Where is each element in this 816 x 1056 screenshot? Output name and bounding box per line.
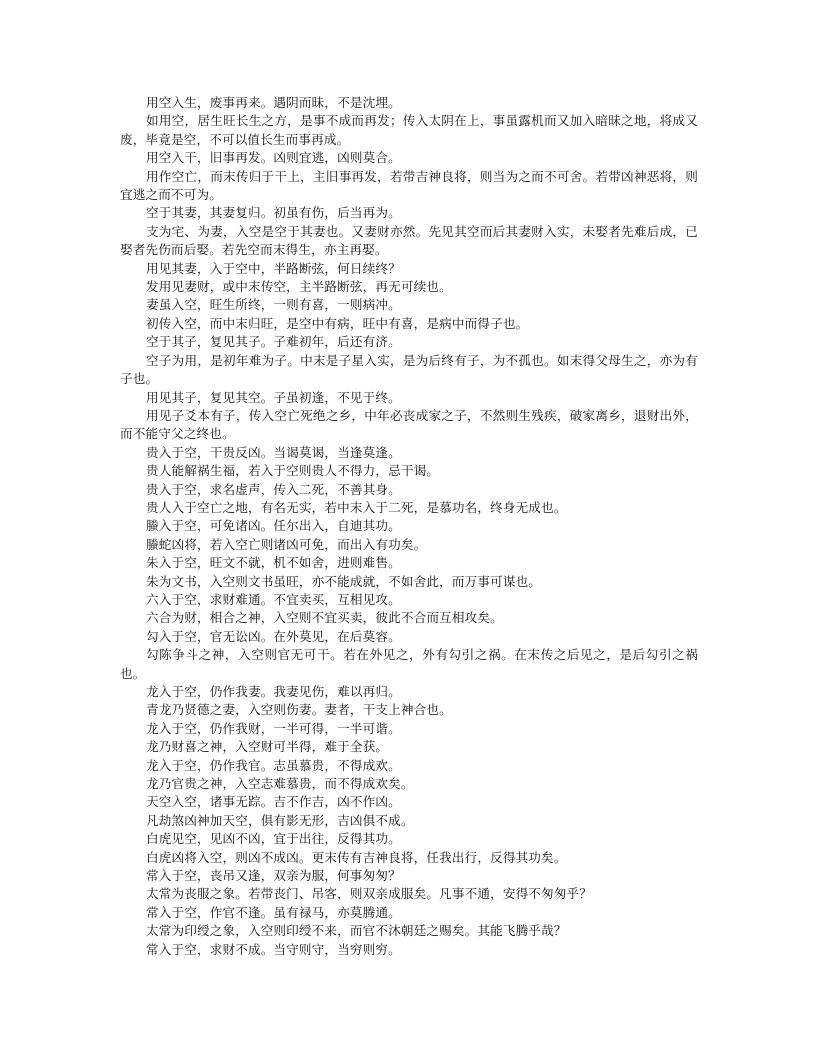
document-body: [120, 94, 698, 959]
paragraph: 青龙乃贤德之妻，入空则伤妻。妻者，干支上神合也。: [146, 702, 452, 718]
paragraph: 初传入空，而中末归旺，是空中有病，旺中有喜，是病中而得子也。: [146, 315, 529, 331]
paragraph: 发用见妻财，或中末传空，主半路断弦，再无可续也。: [146, 279, 452, 295]
paragraph: 用作空亡，而末传归于干上，主旧事再发，若带吉神良将，则当为之而不可舍。若带凶神恶将，则宜逃之而不可为。: [120, 168, 698, 203]
paragraph: 天空入空，诸事无踪。吉不作吉，凶不作凶。: [146, 794, 401, 810]
paragraph: 太常为印绶之象，入空则印绶不来，而官不沐朝廷之赐矣。其能飞腾乎哉？: [146, 923, 567, 939]
paragraph: 用见其妻，入于空中，半路断弦，何日续终？: [146, 260, 401, 276]
paragraph: 妻虽入空，旺生所终，一则有喜，一则病冲。: [146, 297, 401, 313]
paragraph: 龙乃财喜之神，入空财可半得，难于全获。: [146, 739, 389, 755]
paragraph: 六入于空，求财难通。不宜卖买，互相见攻。: [146, 591, 401, 607]
paragraph: 勾陈争斗之神，入空则官无可干。若在外见之，外有勾引之祸。在末传之后见之，是后勾引之祸也。: [120, 647, 698, 681]
paragraph: 龙入于空，仍作我妻。我妻见伤，难以再归。: [146, 684, 401, 699]
paragraph: 六合为财，相合之神，入空则不宜买卖，彼此不合而互相攻矣。: [146, 610, 503, 626]
paragraph: 朱为文书，入空则文书虽旺，亦不能成就，不如舍此，而万事可谋也。: [146, 573, 542, 589]
paragraph: 如用空，居生旺长生之方，是事不成而再发；传入太阴在上，事虽露机而又加入暗昧之地，将成又废，毕竟是空，不可以值长生而事再成。: [120, 113, 698, 147]
paragraph: 龙入于空，仍作我财，一半可得，一半可谐。: [146, 720, 401, 736]
paragraph: 凡劫煞凶神加天空，俱有影无形，吉凶俱不成。: [146, 812, 414, 828]
paragraph: 常入于空，丧吊又逢，双亲为服，何事匆匆？: [146, 868, 401, 884]
paragraph: 用见子爻本有子，传入空亡死绝之乡，中年必丧成家之子，不然则生残疾，破家离乡，退财出外，而不能守父之终也。: [120, 407, 698, 442]
paragraph: 勾入于空，官无讼凶。在外莫见，在后莫容。: [146, 628, 401, 644]
paragraph: 支为宅、为妻，入空是空于其妻也。又妻财亦然。先见其空而后其妻财入实，未娶者先难后成，已娶者先伤而后娶。若先空而末得生，亦主再娶。: [120, 223, 698, 258]
paragraph: 朱入于空，旺文不就，机不如舍，进则难售。: [146, 555, 401, 571]
paragraph: 贵入于空，干贵反凶。当谒莫谒，当逢莫逢。: [146, 444, 401, 460]
paragraph: 空子为用，是初年难为子。中末是子星入实，是为后终有子，为不孤也。如末得父母生之，亦为有子也。: [120, 352, 698, 387]
paragraph: 用空入生，废事再来。遇阴而昧，不是沈埋。: [146, 95, 401, 110]
paragraph: 龙乃官贵之神，入空志难慕贵，而不得成欢矣。: [146, 776, 414, 792]
paragraph: 用空入干，旧事再发。凶则宜逃，凶则莫合。: [146, 150, 401, 166]
paragraph: 白虎见空，见凶不凶，宜于出往，反得其功。: [146, 831, 401, 847]
paragraph: 龙入于空，仍作我官。志虽慕贵，不得成欢。: [146, 757, 401, 773]
paragraph: 常入于空，作官不逢。虽有禄马，亦莫腾通。: [146, 904, 401, 920]
paragraph: 常入于空，求财不成。当守则守，当穷则穷。: [146, 941, 401, 957]
paragraph: 太常为丧服之象。若带丧门、吊客，则双亲成服矣。凡事不通，安得不匆匆乎？: [146, 886, 593, 902]
paragraph: 空于其妻，其妻复归。初虽有伤，后当再为。: [146, 205, 401, 221]
paragraph: 用见其子，复见其空。子虽初逢，不见于终。: [146, 389, 401, 405]
paragraph: 贵入于空，求名虚声，传入二死，不善其身。: [146, 481, 401, 497]
paragraph: 贵人入于空亡之地，有名无实，若中末入于二死，是慕功名，终身无成也。: [146, 499, 567, 515]
paragraph: 贵人能解祸生福，若入于空则贵人不得力，忌干谒。: [146, 463, 440, 479]
paragraph: 螣入于空，可免诸凶。任尔出入，自迪其功。: [146, 518, 401, 534]
paragraph: 螣蛇凶将，若入空亡则诸凶可免，而出入有功矣。: [146, 536, 427, 552]
paragraph: 白虎凶将入空，则凶不成凶。更末传有吉神良将，任我出行，反得其功矣。: [146, 849, 567, 865]
paragraph: 空于其子，复见其子。子难初年，后还有济。: [146, 334, 401, 350]
